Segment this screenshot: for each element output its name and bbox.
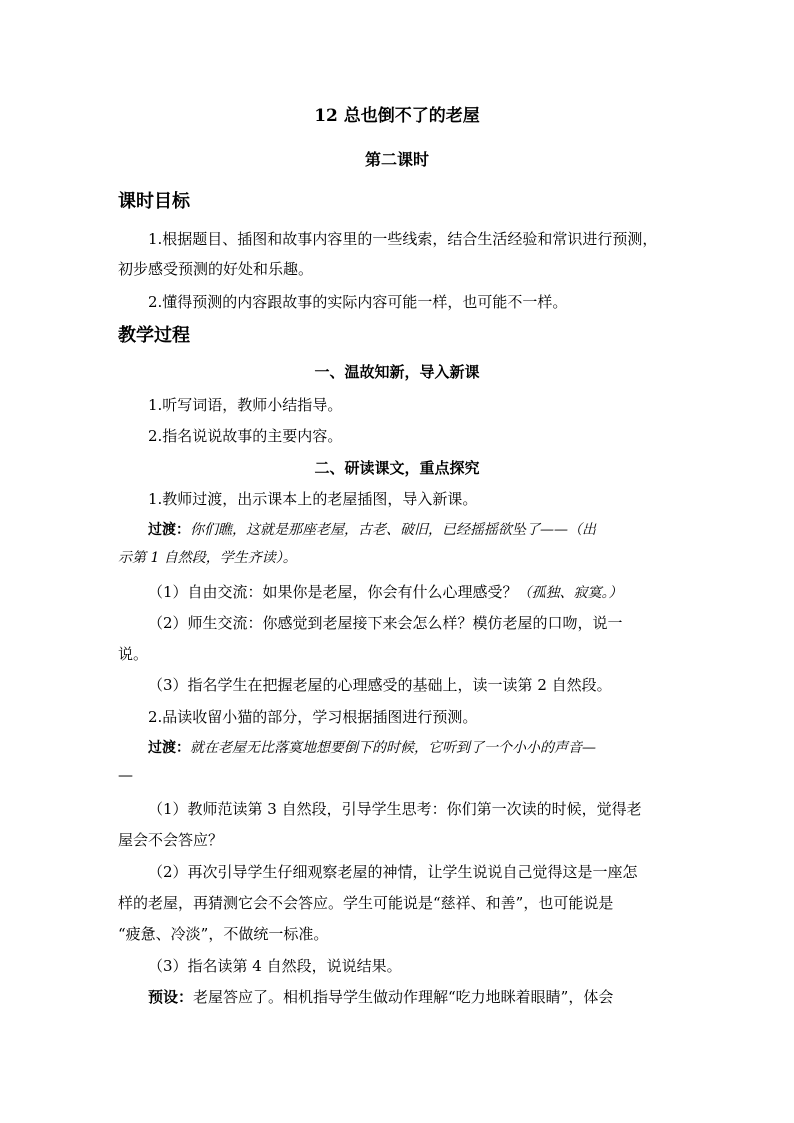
transition-2-line-2: — — [118, 766, 133, 784]
transition-1-line-1 — [148, 520, 596, 540]
sub-2-b-line-1: （2）再次引导学生仔细观察老屋的神情，让学生说说自己觉得这是一座怎 — [148, 863, 638, 881]
transition-2-label: 过渡： — [148, 740, 190, 756]
section-1-title: 一、温故知新，导入新课 — [314, 363, 480, 381]
transition-2-line-1 — [148, 738, 596, 758]
sub-1-a — [148, 582, 623, 603]
section-2-item-2: 2.品读收留小猫的部分，学习根据插图进行预测。 — [148, 708, 478, 726]
section-2-item-1: 1.教师过渡，出示课本上的老屋插图，导入新课。 — [148, 490, 478, 508]
goal-1-line-1: 1.根据题目、插图和故事内容里的一些线索，结合生活经验和常识进行预测， — [148, 230, 658, 248]
sub-1-b-line-2: 说。 — [118, 645, 149, 663]
goals-heading: 课时目标 — [118, 191, 190, 212]
sub-1-c: （3）指名学生在把握老屋的心理感受的基础上，读一读第 2 自然段。 — [148, 676, 612, 694]
transition-2-text: 就在老屋无比落寞地想要倒下的时候，它听到了一个小小的声音— — [190, 740, 596, 756]
sub-1-a-note: （孤独、寂寞。） — [517, 585, 623, 601]
process-heading: 教学过程 — [118, 325, 190, 346]
transition-1-label: 过渡： — [148, 522, 190, 538]
page-title: 12 总也倒不了的老屋 — [314, 106, 480, 126]
sub-2-a-line-1: （1）教师范读第 3 自然段，引导学生思考：你们第一次读的时候，觉得老 — [148, 800, 642, 818]
preset-label: 预设： — [148, 988, 194, 1006]
transition-1-text: 你们瞧，这就是那座老屋，古老、破旧，已经摇摇欲坠了——（出 — [190, 522, 596, 538]
goal-2: 2.懂得预测的内容跟故事的实际内容可能一样，也可能不一样。 — [148, 293, 568, 311]
page-subtitle: 第二课时 — [364, 150, 429, 169]
transition-1-line-2: 示第 1 自然段，学生齐读）。 — [118, 550, 297, 566]
section-2-title: 二、研读课文，重点探究 — [314, 459, 480, 477]
sub-1-a-text: （1）自由交流：如果你是老屋，你会有什么心理感受？ — [148, 583, 518, 601]
sub-2-b-line-3: “疲惫、冷淡”，不做统一标准。 — [118, 925, 329, 943]
sub-2-c: （3）指名读第 4 自然段，说说结果。 — [148, 957, 402, 975]
preset-text: 老屋答应了。相机指导学生做动作理解“吃力地眯着眼睛”，体会 — [193, 988, 614, 1006]
preset-line — [148, 987, 613, 1007]
sub-2-a-line-2: 屋会不会答应？ — [118, 831, 224, 849]
goal-1-line-2: 初步感受预测的好处和乐趣。 — [118, 260, 314, 278]
sub-2-b-line-2: 样的老屋，再猜测它会不会答应。学生可能说是“慈祥、和善”，也可能说是 — [118, 894, 614, 912]
sub-1-b-line-1: （2）师生交流：你感觉到老屋接下来会怎么样？模仿老屋的口吻，说一 — [148, 614, 623, 632]
section-1-item-1: 1.听写词语，教师小结指导。 — [148, 396, 343, 414]
section-1-item-2: 2.指名说说故事的主要内容。 — [148, 427, 343, 445]
